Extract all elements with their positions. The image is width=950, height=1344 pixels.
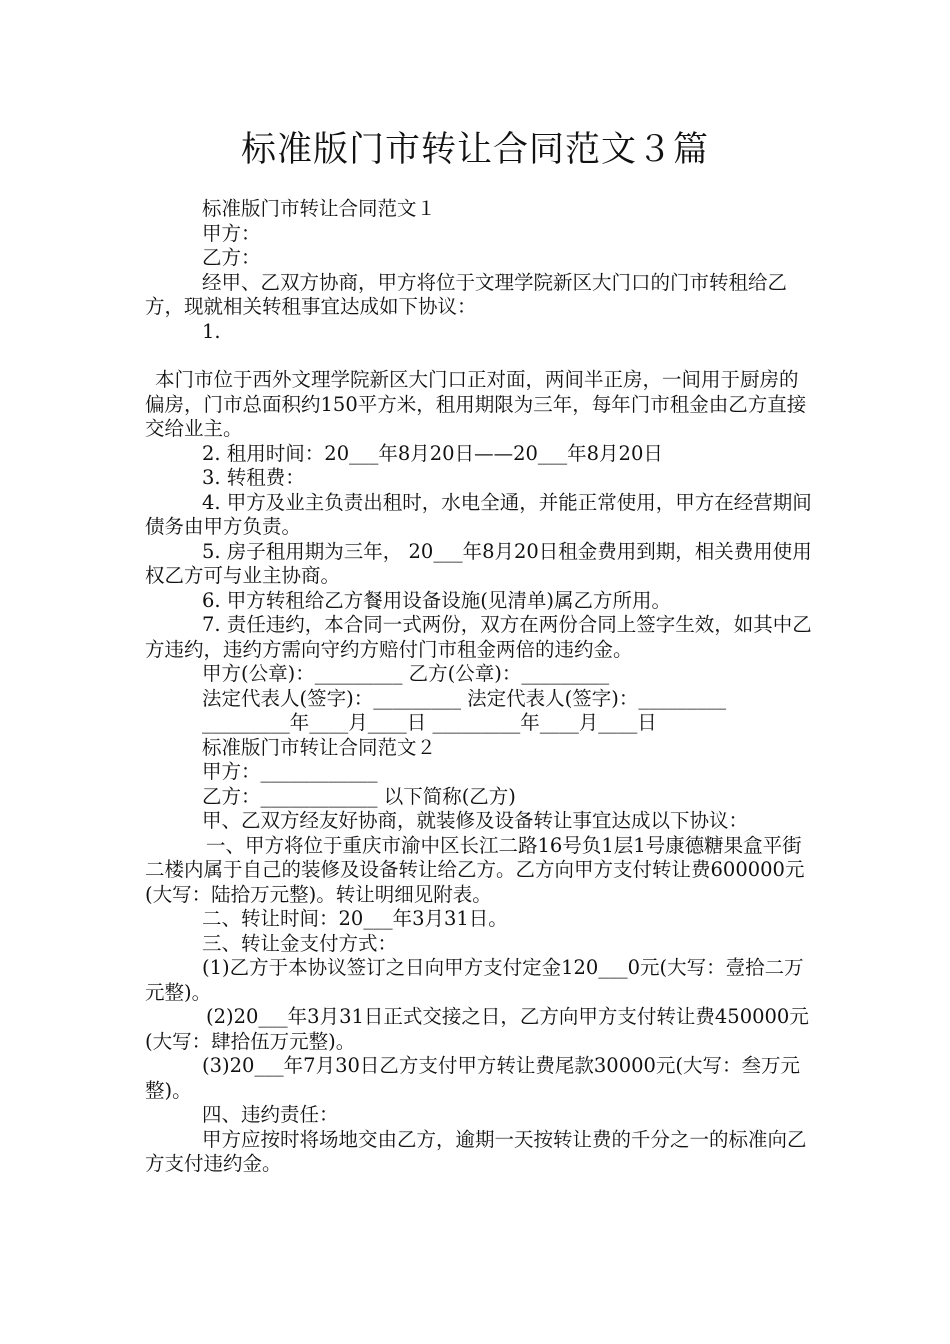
paragraph-line: 甲方：____________: [202, 760, 378, 783]
paragraph-line: 5. 房子租用期为三年， 20___年8月20日租金费用到期，相关费用使用权乙方可与业主协商。: [145, 539, 812, 587]
paragraph-line: 甲方：: [202, 221, 261, 245]
paragraph-line: _________年____月____日 _________年____月____日: [202, 711, 657, 734]
paragraph-line: 甲方(公章)：_________ 乙方(公章)：_________: [202, 662, 610, 685]
paragraph-line: 标准版门市转让合同范文１: [202, 197, 437, 220]
paragraph-line: 3. 转租费：: [202, 466, 305, 489]
paragraph-line: (3)20___年7月30日乙方支付甲方转让费尾款30000元(大写：叁万元整)。: [145, 1054, 801, 1102]
paragraph-line: 一、甲方将位于重庆市渝中区长江二路16号负1层1号康德糖果盒平街二楼内属于自己的装修及设备转让给乙方。乙方向甲方支付转让费600000元(大写：陆拾万元整)。转让明细见附表。: [145, 833, 805, 906]
paragraph-line: 乙方：____________ 以下简称(乙方): [202, 784, 516, 808]
paragraph-line: 4. 甲方及业主负责出租时，水电全通，并能正常使用，甲方在经营期间债务由甲方负责。: [145, 490, 812, 538]
paragraph-line: 6. 甲方转租给乙方餐用设备设施(见清单)属乙方所用。: [202, 588, 672, 612]
document-title: 标准版门市转让合同范文３篇: [240, 130, 709, 170]
paragraph-line: 法定代表人(签字)：_________ 法定代表人(签字)：_________: [202, 686, 727, 710]
paragraph-line: 经甲、乙双方协商，甲方将位于文理学院新区大门口的门市转租给乙方，现就相关转租事宜达成如下协议：: [145, 270, 788, 318]
paragraph-line: 2. 租用时间：20___年8月20日——20___年8月20日: [202, 441, 663, 465]
paragraph-line: 本门市位于西外文理学院新区大门口正对面，两间半正房，一间用于厨房的偏房，门市总面积约150平方米，租用期限为三年，每年门市租金由乙方直接交给业主。: [145, 368, 807, 440]
blank-line: [145, 344, 813, 368]
paragraph-line: 四、违约责任：: [202, 1103, 339, 1126]
paragraph-line: 7. 责任违约，本合同一式两份，双方在两份合同上签字生效，如其中乙方违约，违约方需向守约方赔付门市租金两倍的违约金。: [145, 613, 812, 661]
document-body: [145, 197, 813, 1177]
paragraph-line: (2)20___年3月31日正式交接之日，乙方向甲方支付转让费450000元(大写：肆拾伍万元整)。: [145, 1005, 809, 1053]
paragraph-line: (1)乙方于本协议签订之日向甲方支付定金120___0元(大写：壹拾二万元整)。: [145, 956, 804, 1004]
paragraph-line: 甲方应按时将场地交由乙方，逾期一天按转让费的千分之一的标准向乙方支付违约金。: [145, 1127, 807, 1175]
paragraph-line: 标准版门市转让合同范文２: [202, 735, 437, 759]
paragraph-line: 二、转让时间：20___年3月31日。: [202, 907, 508, 930]
paragraph-line: 1.: [202, 319, 221, 343]
paragraph-line: 乙方：: [202, 246, 261, 269]
paragraph-line: 三、转让金支付方式：: [202, 931, 398, 955]
paragraph-line: 甲、乙双方经友好协商，就装修及设备转让事宜达成以下协议：: [202, 809, 749, 832]
